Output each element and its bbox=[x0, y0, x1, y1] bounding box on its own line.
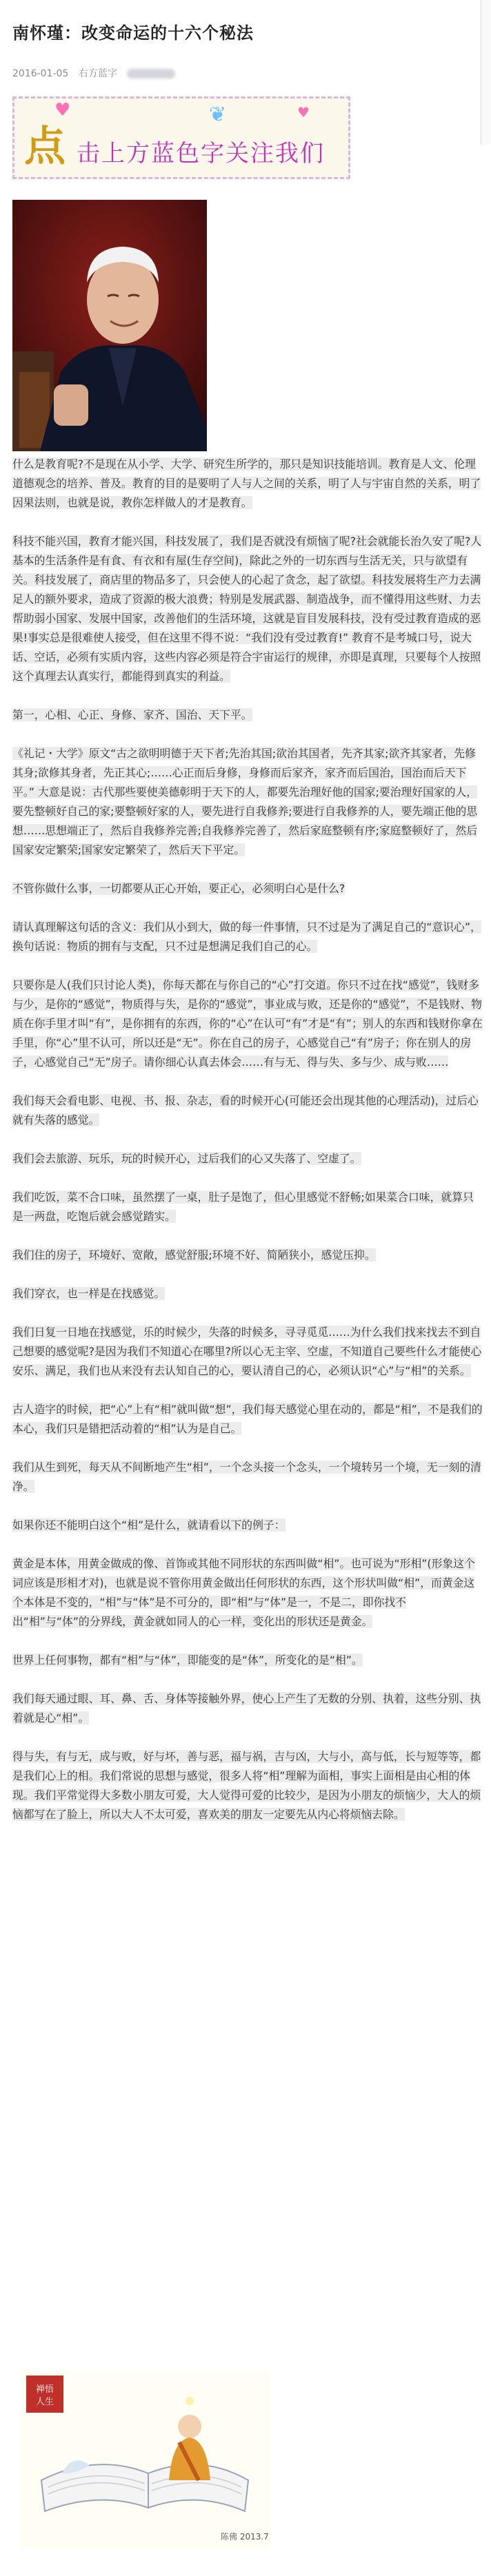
butterfly-icon: ❦ bbox=[209, 103, 227, 127]
paragraph-text: 如果你还不能明白这个“相”是什么，就请看以下的例子： bbox=[12, 1518, 285, 1532]
paragraph-text: 只要你是人(我们只讨论人类)，你每天都在与你自己的“心”打交道。你只不过在找“感觉”，钱财多与少，是你的“感觉”，物质得与失，是你的“感觉”，事业成与败，还是你的“感觉”，不是钱财、物质在你手里才叫“有”，是你拥有的东西，你的“心”在认可“有”才是“有”；别人的东西和钱财你拿在手里，你“心”里不认可，所以还是“无”。你在自己的房子，心感觉自己“有”房子；你在别人的房子，心感觉自己“无”房子。请你细心认真去体会……有与无、得与失、多与少、成与败…… bbox=[12, 978, 483, 1069]
paragraph-text: 世界上任何事物，都有“相”与“体”，即能变的是“体”，所变化的是“相”。 bbox=[12, 1653, 363, 1667]
paragraph-text: 我们从生到死，每天从不间断地产生“相”，一个念头接一个念头，一个境转另一个境，无一刻的清净。 bbox=[12, 1461, 481, 1493]
signature: 陈佛 2013.7 bbox=[221, 2532, 269, 2542]
paragraph bbox=[12, 1400, 483, 1439]
paragraph-text: 黄金是本体，用黄金做成的像、首饰或其他不同形状的东西叫做“相”。也可说为“形相”(形象这个词应该是形相才对)，也就是说不管你用黄金做出任何形状的东西，这个形状叫做“相”，而黄金这个本体是不变的，“相”与“体”是不可分的，即“相”与“体”是一，不是二，即你找不出“相”与“体”的分界线，黄金就如同人的心一样，变化出的形状还是黄金。 bbox=[12, 1557, 475, 1628]
paragraph-text: 请认真理解这句话的含义：我们从小到大，做的每一件事情，只不过是为了满足自己的“意识心”，换句话说：物质的拥有与支配，只不过是想满足我们自己的心。 bbox=[12, 920, 481, 953]
blurred-account-name bbox=[127, 69, 175, 79]
paragraph-text: 得与失，有与无，成与败，好与坏，善与恶，福与祸，吉与凶，大与小，高与低，长与短等等，都是我们心上的相。我们常说的思想与感觉，很多人将“相”理解为面相，事实上面相是由心相的体现。我们平常觉得大多数小朋友可爱，大人觉得可爱的比较少，是因为小朋友的烦恼少，大人的烦恼都写在了脸上，所以大人不太可爱，喜欢美的朋友一定要先从内心将烦恼去除。 bbox=[12, 1750, 481, 1821]
paragraph bbox=[12, 879, 483, 898]
zen-illustration bbox=[21, 2370, 270, 2549]
article-title: 南怀瑾：改变命运的十六个秘法 bbox=[12, 23, 254, 43]
paragraph bbox=[12, 532, 483, 686]
paragraph-text: 我们每天会看电影、电视、书、报、杂志，看的时候开心(可能还会出现其他的心理活动)，过后心就有失落的感觉。 bbox=[12, 1094, 479, 1126]
paragraph bbox=[12, 1458, 483, 1496]
heart-icon: ♥ bbox=[54, 100, 71, 121]
paragraph bbox=[12, 1689, 483, 1728]
paragraph bbox=[12, 1188, 483, 1226]
paragraph bbox=[12, 1149, 483, 1168]
paragraph bbox=[12, 744, 483, 860]
paragraph-text: 我们日复一日地在找感觉，乐的时候少，失落的时候多，寻寻觅觅……为什么我们找来找去不到自己想要的感觉呢?是因为我们不知道心在哪里?所以心无主宰、空虚，不知道自己要些什么才能使心安乐、满足，我们也从来没有去认知自己的心，要认清自己的心，必须认识“心”与“相”的关系。 bbox=[12, 1326, 482, 1377]
paragraph-text: 古人造字的时候，把“心”上有“相”就叫做“想”，我们每天感觉心里在动的，都是“相”，不是我们的本心，我们只是错把活动着的“相”认为是自己。 bbox=[12, 1403, 483, 1435]
banner-text: 击上方蓝色字关注我们 bbox=[77, 140, 325, 167]
paragraph bbox=[12, 1516, 483, 1535]
paragraph-text: 第一，心相、心正、身修、家齐、国治、天下平。 bbox=[12, 708, 252, 721]
article-source-link[interactable]: 右方蓝字 bbox=[78, 68, 117, 79]
paragraph-text: 我们吃饭，菜不合口味，虽然摆了一桌，肚子是饱了，但心里感觉不舒畅;如果菜合口味，就算只是一两盘，吃饱后就会感觉踏实。 bbox=[12, 1191, 474, 1223]
article-body bbox=[12, 455, 483, 1844]
paragraph-text: 科技不能兴国，教育才能兴国，科技发展了，我们是否就没有烦恼了呢?社会就能长治久安了呢?人基本的生活条件是有食、有衣和有屋(生存空间)，除此之外的一切东西与生活无关，只与欲望有关。科技发展了，商店里的物品多了，只会使人的心起了贪念，起了欲望。科技发展将生产力去满足人的额外要求，造成了资源的极大浪费；特别是发展武器、制造战争，而不懂得用这些财、力去帮助弱小国家、发展中国家，改善他们的生活环境，这就是盲目发展科技，没有受过教育造成的恶果!事实总是很难使人接受，但在这里不得不说：“我们没有受过教育!” 教育不是考城口号，说大话、空话，必须有实质内容，这些内容必须是符合宇宙运行的规律，亦即是真理，只要每个人按照这个真理去认真实行，都能得到真实的利益。 bbox=[12, 535, 482, 683]
paragraph bbox=[12, 976, 483, 1072]
paragraph-text: 我们穿衣，也一样是在找感觉。 bbox=[12, 1287, 166, 1300]
article-meta bbox=[12, 66, 182, 80]
paragraph bbox=[12, 455, 483, 513]
paragraph bbox=[12, 705, 483, 725]
paragraph-text: 《礼记・大学》原文“古之欲明明德于天下者;先治其国;欲治其国者，先齐其家;欲齐其家者，先修其身;欲修其身者，先正其心;……心正而后身修，身修而后家齐，家齐而后国治，国治而后天下平。” 大意是说：古代那些要使美德彰明于天下的人，都要先治理好他的国家;要治理好国家的人，要先整顿好自己的家;要整顿好家的人，要先进行自我修养;要进行自我修养的人，要先端正他的思想……思想端正了，然后自我修养完善;自我修养完善了，然后家庭整顿有序;家庭整顿好了，然后国家安定繁荣;国家安定繁荣了，然后天下平定。 bbox=[12, 747, 478, 856]
follow-banner[interactable] bbox=[12, 96, 350, 179]
scrollbar-edge[interactable] bbox=[481, 0, 491, 145]
paragraph-text: 不管你做什么事，一切都要从正心开始，要正心，必须明白心是什么? bbox=[12, 882, 345, 895]
paragraph bbox=[12, 1554, 483, 1631]
paragraph bbox=[12, 1091, 483, 1130]
banner-big-char: 点 bbox=[24, 123, 66, 171]
paragraph bbox=[12, 1747, 483, 1824]
article-date: 2016-01-05 bbox=[12, 68, 69, 79]
paragraph-text: 我们会去旅游、玩乐，玩的时候开心，过后我们的心又失落了、空虚了。 bbox=[12, 1152, 361, 1165]
paragraph-text: 什么是教育呢?不是现在从小学、大学、研究生所学的，那只是知识技能培训。教育是人文、伦理道德观念的培养、普及。教育的目的是要明了人与人之间的关系，明了人与宇宙自然的关系，明了因果法则，也就是说，教你怎样做人的才是教育。 bbox=[12, 457, 481, 509]
portrait-photo bbox=[12, 200, 207, 451]
paragraph bbox=[12, 1246, 483, 1265]
paragraph bbox=[12, 1651, 483, 1670]
seal-text-line1: 禅悟 bbox=[35, 2384, 54, 2395]
paragraph-text: 我们每天通过眼、耳、鼻、舌、身体等接触外界，使心上产生了无数的分别、执着，这些分别、执着就是心“相”。 bbox=[12, 1692, 481, 1724]
seal-text-line2: 人生 bbox=[35, 2397, 54, 2407]
paragraph-text: 我们住的房子，环境好、宽敞，感觉舒服;环境不好、简陋狭小，感觉压抑。 bbox=[12, 1248, 376, 1261]
paragraph bbox=[12, 1284, 483, 1304]
paragraph bbox=[12, 918, 483, 956]
portrait-illustration bbox=[12, 200, 207, 451]
paragraph bbox=[12, 1323, 483, 1381]
heart-icon: ♥ bbox=[297, 104, 310, 121]
book-monk-illustration bbox=[21, 2370, 270, 2549]
